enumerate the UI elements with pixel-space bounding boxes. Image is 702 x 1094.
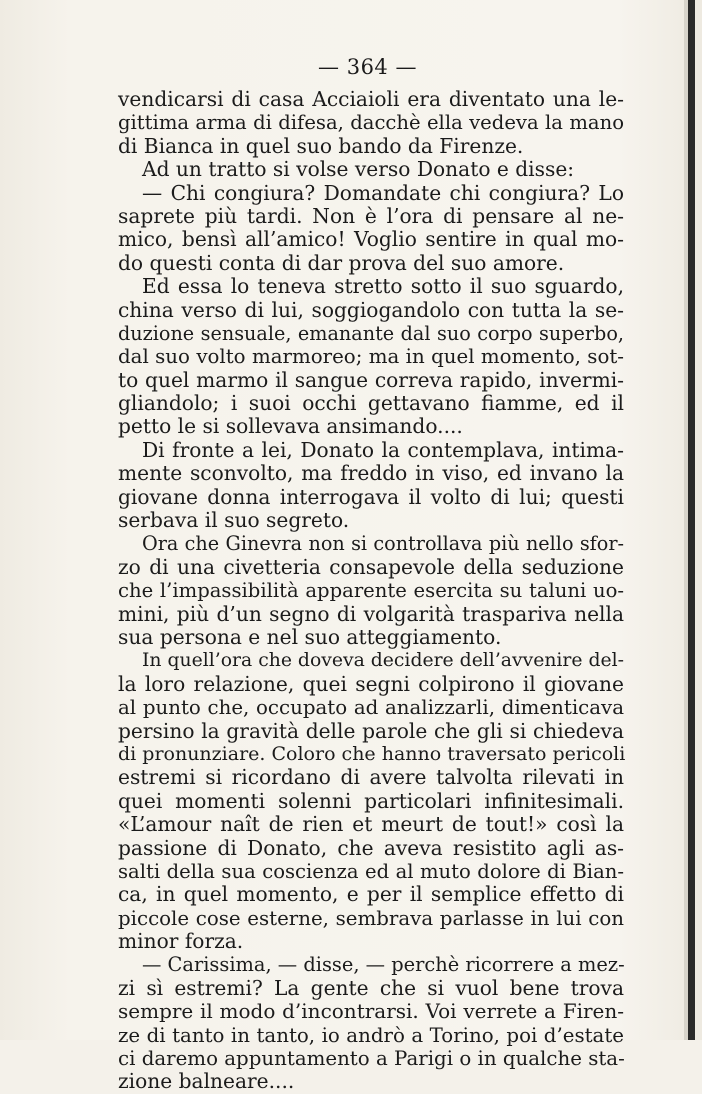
text-line: ci daremo appuntamento a Parigi o in qualche sta- [118, 1047, 625, 1071]
text-line: do questi conta di dar prova del suo amore. [118, 250, 565, 275]
text-line: piccole cose esterne, sembrava parlasse in lui con [118, 906, 624, 930]
text-line: Ora che Ginevra non si controllava più nello sfor- [142, 532, 624, 556]
text-line: dal suo volto marmoreo; ma in quel momento, sot- [118, 345, 624, 369]
text-line: petto le si sollevava ansimando.... [118, 414, 463, 439]
page-number: — 364 — [318, 55, 417, 79]
text-line: ca, in quel momento, e per il semplice effetto di [118, 882, 624, 907]
text-line: minor forza. [118, 929, 244, 954]
text-line: al punto che, occupato ad analizzarli, dimenticava [118, 696, 624, 720]
text-line: estremi si ricordano di avere talvolta rilevati in [118, 765, 624, 790]
text-line: mente sconvolto, ma freddo in viso, ed invano la [118, 461, 624, 486]
text-line: gliandolo; i suoi occhi gettavano fiamme, ed il [118, 391, 624, 416]
text-line: quei momenti solenni particolari infinitesimali. [118, 788, 624, 813]
text-line: passione di Donato, che aveva resistito agli as- [118, 835, 624, 860]
text-line: persino la gravità delle parole che gli si chiedeva [118, 718, 624, 743]
text-line: giovane donna interrogava il volto di lui; questi [118, 484, 624, 509]
text-line: — Carissima, — disse, — perchè ricorrere a mez- [142, 953, 625, 977]
text-line: che l’impassibilità apparente esercita su taluni uo- [118, 579, 624, 603]
text-line: Di fronte a lei, Donato la contemplava, intima- [142, 437, 624, 462]
text-line: saprete più tardi. Non è l’ora di pensare al ne- [118, 203, 624, 228]
text-line: di pronunziare. Coloro che hanno traversato pericoli [118, 742, 626, 765]
text-line: zione balneare.... [118, 1069, 295, 1094]
text-line: ze di tanto in tanto, io andrò a Torino, poi d’estate [118, 1023, 624, 1047]
text-line: la loro relazione, quei segni colpirono il giovane [118, 671, 624, 696]
binding-rule [688, 0, 695, 1040]
text-line: sua persona e nel suo atteggiamento. [118, 624, 502, 649]
text-line: vendicarsi di casa Acciaioli era diventato una le- [118, 87, 624, 111]
text-line: Ed essa lo teneva stretto sotto il suo sguardo, [142, 274, 624, 299]
text-line: Ad un tratto si volse verso Donato e disse: [142, 157, 575, 182]
text-line: mico, bensì all’amico! Voglio sentire in qual mo- [118, 227, 624, 252]
text-line: duzione sensuale, emanante dal suo corpo superbo, [118, 321, 624, 345]
text-line: zo di una civetteria consapevole della seduzione [118, 554, 624, 579]
text-line: salti della sua coscienza ed al muto dolore di Bian- [118, 859, 624, 883]
text-line: — Chi congiura? Domandate chi congiura? Lo [142, 180, 624, 205]
text-line: gittima arma di difesa, dacchè ella vedeva la mano [118, 111, 624, 135]
text-line: sempre il modo d’incontrarsi. Voi verrete a Firen- [118, 999, 624, 1024]
text-line: serbava il suo segreto. [118, 508, 350, 533]
text-line: In quell’ora che doveva decidere dell’avvenire del- [142, 650, 624, 672]
text-line: di Bianca in quel suo bando da Firenze. [118, 133, 524, 158]
text-line: to quel marmo il sangue correva rapido, invermi- [118, 367, 624, 392]
text-line: «L’amour naît de rien et meurt de tout!» così la [118, 812, 624, 837]
body-text [118, 88, 624, 1094]
text-line: china verso di lui, soggiogandolo con tutta la se- [118, 297, 624, 322]
text-line: mini, più d’un segno di volgarità traspariva nella [118, 601, 624, 626]
text-line: zi sì estremi? La gente che si vuol bene trova [118, 975, 624, 1000]
